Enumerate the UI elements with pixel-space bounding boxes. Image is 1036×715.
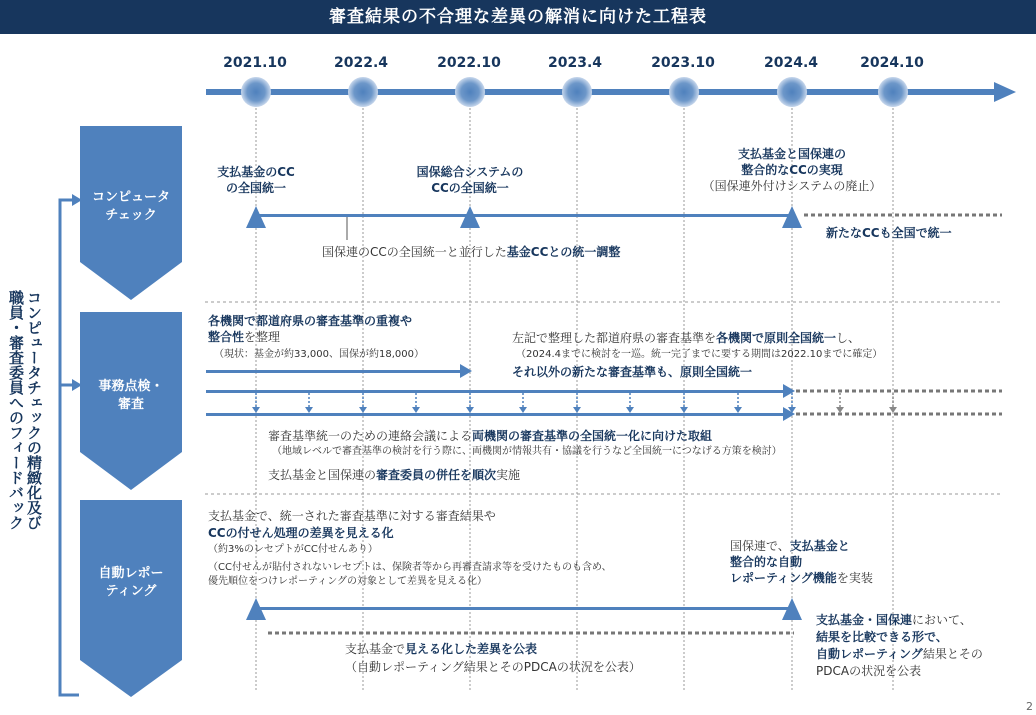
auto-left-l5: 優先順位をつけレポーティングの対象として差異を見える化） [208, 576, 487, 587]
milestone-note: （国保連外付けシステムの廃止） [702, 179, 882, 193]
auto-left-l1: 支払基金で、統一された審査基準に対する審査結果や [208, 509, 496, 523]
milestone-text: 支払基金のCC [217, 165, 295, 179]
timeline-date: 2023.4 [547, 55, 603, 71]
insp-right-line3: それ以外の新たな審査基準も、原則全国統一 [512, 365, 753, 379]
insp-text: 各機関で都道府県の審査基準の重複や [208, 314, 413, 328]
insp-meeting-note: （地域レベルで審査基準の検討を行う際に、両機関が情報共有・協議を行うなど全国統一につなげる方策を検討） [272, 446, 782, 457]
insp-gray-down-arrows [840, 393, 893, 408]
auto-publish-l2: （自動レポーティング結果とそのPDCAの状況を公表） [345, 660, 641, 674]
page-number: 2 [1026, 700, 1033, 713]
milestone-text: 整合的なCCの実現 [741, 163, 843, 177]
insp-down-arrowheads [252, 407, 796, 413]
insp-text: を整理 [244, 330, 281, 344]
insp-meeting [268, 428, 712, 444]
auto-emphasis: 支払基金と [789, 539, 850, 553]
auto-final-block [816, 612, 983, 680]
insp-down-arrows [256, 393, 792, 408]
adjustment-text: 国保連のCCの全国統一と並行した [322, 245, 507, 259]
milestone-text: 国保総合システムの [416, 165, 524, 179]
cc-milestone-2 [390, 164, 550, 196]
auto-emphasis: 自動レポーティング [816, 647, 923, 661]
insp-text: 支払基金と国保連の [268, 468, 377, 482]
row-label-line: ティング [105, 584, 157, 599]
insp-right-line2: （2024.4までに検討を一巡。統一完了までに要する期間は2022.10までに確定） [516, 349, 883, 360]
auto-text: において、 [912, 613, 972, 627]
milestone-text: の全国統一 [225, 181, 286, 195]
cc-milestone-3 [682, 146, 902, 194]
row-label-line: 事務点検・ [98, 379, 164, 394]
auto-publish-l1 [345, 641, 537, 657]
auto-text: 結果とその [922, 647, 983, 661]
insp-emphasis: 審査委員の併任を順次 [376, 468, 497, 482]
insp-text: 実施 [496, 468, 521, 482]
insp-left-block [208, 313, 412, 345]
timeline-date: 2022.4 [333, 55, 389, 71]
row-label-line: コンピュータ [91, 190, 170, 205]
insp-emphasis: 整合性 [208, 330, 245, 344]
auto-emphasis: レポーティング機能 [730, 571, 837, 585]
auto-text: PDCAの状況を公表 [816, 664, 922, 678]
auto-emphasis: 見える化した差異を公表 [405, 642, 538, 656]
insp-emphasis: 両機関の審査基準の全国統一化に向けた取組 [472, 429, 713, 443]
adjustment-emphasis: 基金CCとの統一調整 [506, 245, 621, 259]
side-label [7, 290, 43, 590]
milestone-text: 支払基金と国保連の [737, 147, 846, 161]
feedback-loop [60, 200, 79, 695]
auto-text: 国保連で、 [730, 539, 790, 553]
cc-milestone-1 [195, 164, 317, 196]
timeline-date: 2024.10 [860, 55, 924, 71]
auto-text: を実装 [836, 571, 873, 585]
insp-text: し、 [836, 331, 861, 345]
row-label-inspection [80, 378, 182, 414]
cc-new-unification: 新たなCCも全国で統一 [826, 226, 952, 240]
auto-left-l3: （約3%のレセプトがCC付せんあり） [208, 544, 378, 555]
auto-emphasis: 結果を比較できる形で、 [816, 630, 948, 644]
auto-emphasis: 支払基金・国保連 [816, 613, 913, 627]
side-label-line2: 職員・審査委員へのフィードバック [7, 290, 25, 530]
auto-left-l2: CCの付せん処理の差異を見える化 [208, 526, 394, 540]
row-label-line: 審査 [117, 397, 144, 412]
timeline-date: 2022.10 [437, 55, 501, 71]
auto-right-block [730, 538, 873, 586]
insp-current-counts: （現状：基金が約33,000、国保が約18,000） [214, 349, 424, 360]
insp-emphasis: 各機関で原則全国統一 [716, 331, 837, 345]
insp-right-line1 [512, 330, 860, 346]
row-label-line: 自動レポー [98, 566, 164, 581]
cc-adjustment [322, 244, 620, 260]
insp-text: 左記で整理した都道府県の審査基準を [512, 331, 717, 345]
milestone-text: CCの全国統一 [431, 181, 509, 195]
page-title: 審査結果の不合理な差異の解消に向けた工程表 [0, 0, 1036, 34]
auto-left-l4: （CC付せんが貼付されないレセプトは、保険者等から再審査請求等を受けたものも含め、 [208, 562, 612, 573]
auto-emphasis: 整合的な自動 [730, 555, 803, 569]
insp-concurrent [268, 467, 520, 483]
timeline-date: 2021.10 [223, 55, 287, 71]
row-label-computer-check [80, 189, 182, 225]
insp-text: 審査基準統一のための連絡会議による [268, 429, 473, 443]
auto-text: 支払基金で [345, 642, 406, 656]
side-label-line1: コンピュータチェックの精緻化及び [25, 290, 43, 530]
timeline-date: 2024.4 [763, 55, 819, 71]
row-label-auto-reporting [80, 565, 182, 601]
timeline-date: 2023.10 [651, 55, 715, 71]
auto-arrows [246, 598, 802, 633]
timeline-gridlines [256, 108, 893, 690]
row-label-line: チェック [105, 208, 157, 223]
